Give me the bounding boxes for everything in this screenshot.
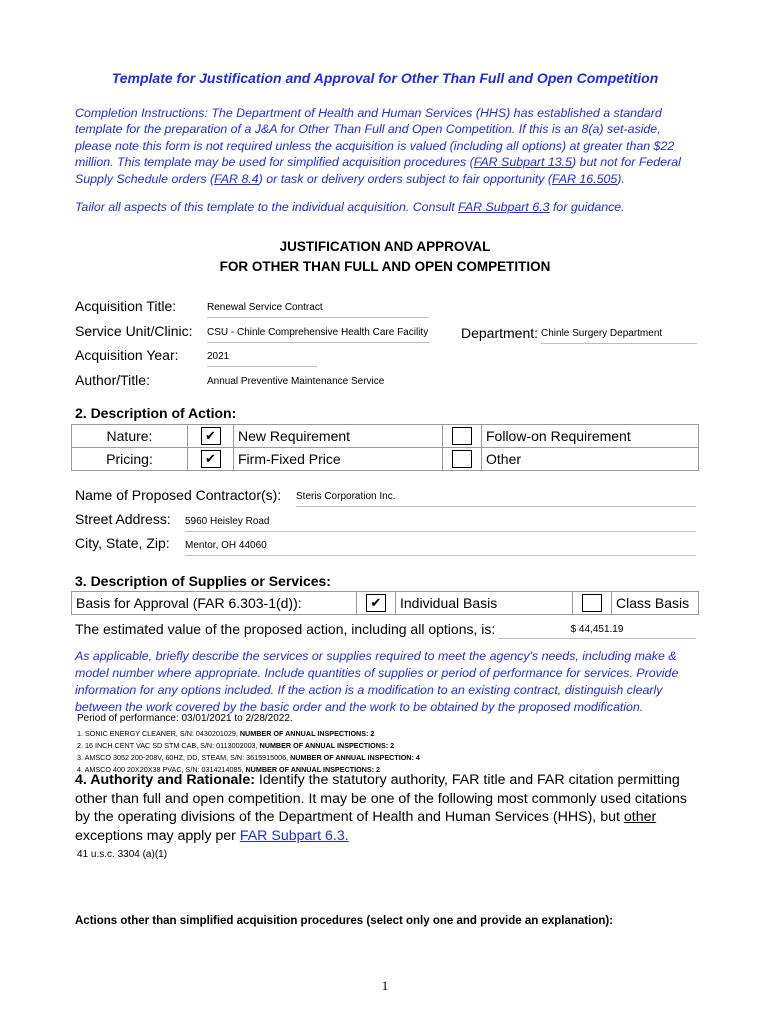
authority-citation[interactable]: 41 u.s.c. 3304 (a)(1) bbox=[77, 849, 168, 860]
pricing-row bbox=[72, 448, 699, 471]
other-underlined: other bbox=[623, 809, 657, 825]
individual-basis-label: Individual Basis bbox=[396, 592, 573, 615]
class-basis-label: Class Basis bbox=[612, 592, 699, 615]
instructions-text: Completion Instructions: The Department of Health and Human Services (HHS) has established a standard template for the preparation of a J&A for Other Than Full and Open Competition. If this is an 8(a) set-aside, please note this form is not required unless the acquisition is valued (including all options) at greater than $22 million. This template may be used for simplified acquisition procedures ( bbox=[75, 106, 675, 170]
item-inspections: NUMBER OF ANNUAL INSPECTIONS: 2 bbox=[259, 741, 395, 750]
equipment-item bbox=[77, 729, 374, 738]
acquisition-year-field[interactable]: 2021 bbox=[207, 351, 317, 367]
ja-heading-line1: JUSTIFICATION AND APPROVAL bbox=[279, 239, 491, 254]
new-requirement-checkbox[interactable]: ✔ bbox=[201, 427, 221, 445]
section-3-heading: 3. Description of Supplies or Services: bbox=[75, 573, 331, 589]
acquisition-title-field[interactable]: Renewal Service Contract bbox=[207, 302, 429, 318]
section-4-text: Identify the statutory authority, FAR title and FAR citation permitting other than full and open competition. It may be one of the following most commonly used citations by the operating divisions of the Department of Health and Human Services (HHS), but bbox=[75, 772, 687, 825]
ja-heading-line2: FOR OTHER THAN FULL AND OPEN COMPETITION bbox=[219, 259, 551, 274]
section-4-paragraph bbox=[75, 771, 705, 845]
tailor-instructions bbox=[75, 199, 695, 215]
city-state-zip-field[interactable]: Mentor, OH 44060 bbox=[185, 540, 696, 556]
equipment-item bbox=[77, 741, 394, 750]
instructions-text: ) but not for Federal Supply Schedule orders ( bbox=[75, 155, 681, 186]
item-text: 4. AMSCO 400 20X20X38 PVAC, S/N: 0314214085, bbox=[77, 765, 246, 774]
nature-row bbox=[72, 425, 699, 448]
individual-cell bbox=[357, 592, 396, 615]
ffp-cell bbox=[188, 448, 234, 471]
equipment-item bbox=[77, 753, 420, 762]
estimated-value-field[interactable]: $ 44,451.19 bbox=[498, 624, 696, 639]
item-inspections: NUMBER OF ANNUAL INSPECTIONS: 2 bbox=[239, 729, 375, 738]
instructions-text: Tailor all aspects of this template to the individual acquisition. Consult bbox=[75, 200, 459, 214]
item-text: 3. AMSCO 3052 200-208V, 60HZ, DD, STEAM, S/N: 3615915006, bbox=[77, 753, 291, 762]
far-13-5-link[interactable]: FAR Subpart 13.5 bbox=[473, 155, 573, 170]
basis-row bbox=[72, 592, 699, 615]
section-4-heading: 4. Authority and Rationale: bbox=[75, 772, 255, 788]
author-title-field[interactable]: Annual Preventive Maintenance Service bbox=[207, 376, 385, 387]
instructions-text: ). bbox=[617, 171, 625, 186]
section-2-heading: 2. Description of Action: bbox=[75, 405, 237, 421]
new-requirement-cell bbox=[188, 425, 234, 448]
estimated-value-label: The estimated value of the proposed action, including all options, is: bbox=[75, 621, 496, 637]
item-inspections: NUMBER OF ANNUAL INSPECTION: 4 bbox=[290, 753, 420, 762]
other-cell bbox=[443, 448, 482, 471]
other-pricing-checkbox[interactable] bbox=[452, 450, 472, 468]
class-cell bbox=[573, 592, 612, 615]
far-8-4-link[interactable]: FAR 8.4 bbox=[214, 171, 259, 186]
description-of-action-table bbox=[71, 424, 699, 471]
nature-label: Nature: bbox=[72, 425, 188, 448]
contractor-field[interactable]: Steris Corporation Inc. bbox=[296, 491, 696, 507]
basis-label: Basis for Approval (FAR 6.303-1(d)): bbox=[72, 592, 357, 615]
section-4-text: exceptions may apply per bbox=[75, 827, 240, 844]
acquisition-year-label: Acquisition Year: bbox=[75, 347, 179, 363]
author-title-label: Author/Title: bbox=[75, 372, 150, 388]
service-unit-field[interactable]: CSU - Chinle Comprehensive Health Care Facility bbox=[207, 327, 429, 343]
document-title: Template for Justification and Approval for Other Than Full and Open Competition bbox=[111, 70, 659, 86]
completion-instructions bbox=[75, 105, 695, 187]
pricing-label: Pricing: bbox=[72, 448, 188, 471]
supplies-instructions: As applicable, briefly describe the services or supplies required to meet the agency's needs, including make & model number where appropriate. Include quantities of supplies or period of performance for services. Provide information for any options included. If the action is a modification to an existing contract, distinguish clearly between the work covered by the basic order and the work to be obtained by the proposed modification. bbox=[75, 649, 679, 714]
acquisition-title-label: Acquisition Title: bbox=[75, 298, 177, 314]
followon-cell bbox=[443, 425, 482, 448]
page-number: 1 bbox=[381, 978, 389, 993]
item-text: 1. SONIC ENERGY CLEANER, S/N: 0430201029, bbox=[77, 729, 240, 738]
instructions-text: ) or task or delivery orders subject to fair opportunity ( bbox=[258, 171, 553, 186]
item-inspections: NUMBER OF ANNUAL INSPECTIONS: 2 bbox=[245, 765, 381, 774]
new-requirement-label: New Requirement bbox=[234, 425, 443, 448]
city-state-zip-label: City, State, Zip: bbox=[75, 535, 170, 551]
department-field[interactable]: Chinle Surgery Department bbox=[541, 328, 697, 344]
item-text: 2. 16 INCH CENT VAC SD STM CAB, S/N: 0113002003, bbox=[77, 741, 260, 750]
class-basis-checkbox[interactable] bbox=[582, 594, 602, 612]
street-address-label: Street Address: bbox=[75, 511, 171, 527]
actions-other-heading: Actions other than simplified acquisition procedures (select only one and provide an explanation): bbox=[75, 915, 614, 927]
period-of-performance: Period of performance: 03/01/2021 to 2/28/2022. bbox=[77, 713, 293, 724]
far-16-505-link[interactable]: FAR 16.505 bbox=[552, 171, 618, 186]
firm-fixed-price-label: Firm-Fixed Price bbox=[234, 448, 443, 471]
firm-fixed-price-checkbox[interactable]: ✔ bbox=[201, 450, 221, 468]
far-subpart-6-3-link[interactable]: FAR Subpart 6.3. bbox=[239, 827, 349, 844]
service-unit-label: Service Unit/Clinic: bbox=[75, 323, 193, 339]
instructions-text: for guidance. bbox=[549, 200, 625, 214]
department-label: Department: bbox=[461, 325, 539, 341]
other-pricing-label: Other bbox=[482, 448, 699, 471]
contractor-label: Name of Proposed Contractor(s): bbox=[75, 487, 282, 503]
basis-for-approval-table bbox=[71, 591, 699, 615]
followon-requirement-checkbox[interactable] bbox=[452, 427, 472, 445]
street-address-field[interactable]: 5960 Heisley Road bbox=[185, 516, 696, 532]
individual-basis-checkbox[interactable]: ✔ bbox=[366, 594, 386, 612]
far-6-3-link[interactable]: FAR Subpart 6.3 bbox=[458, 200, 550, 214]
followon-requirement-label: Follow-on Requirement bbox=[482, 425, 699, 448]
